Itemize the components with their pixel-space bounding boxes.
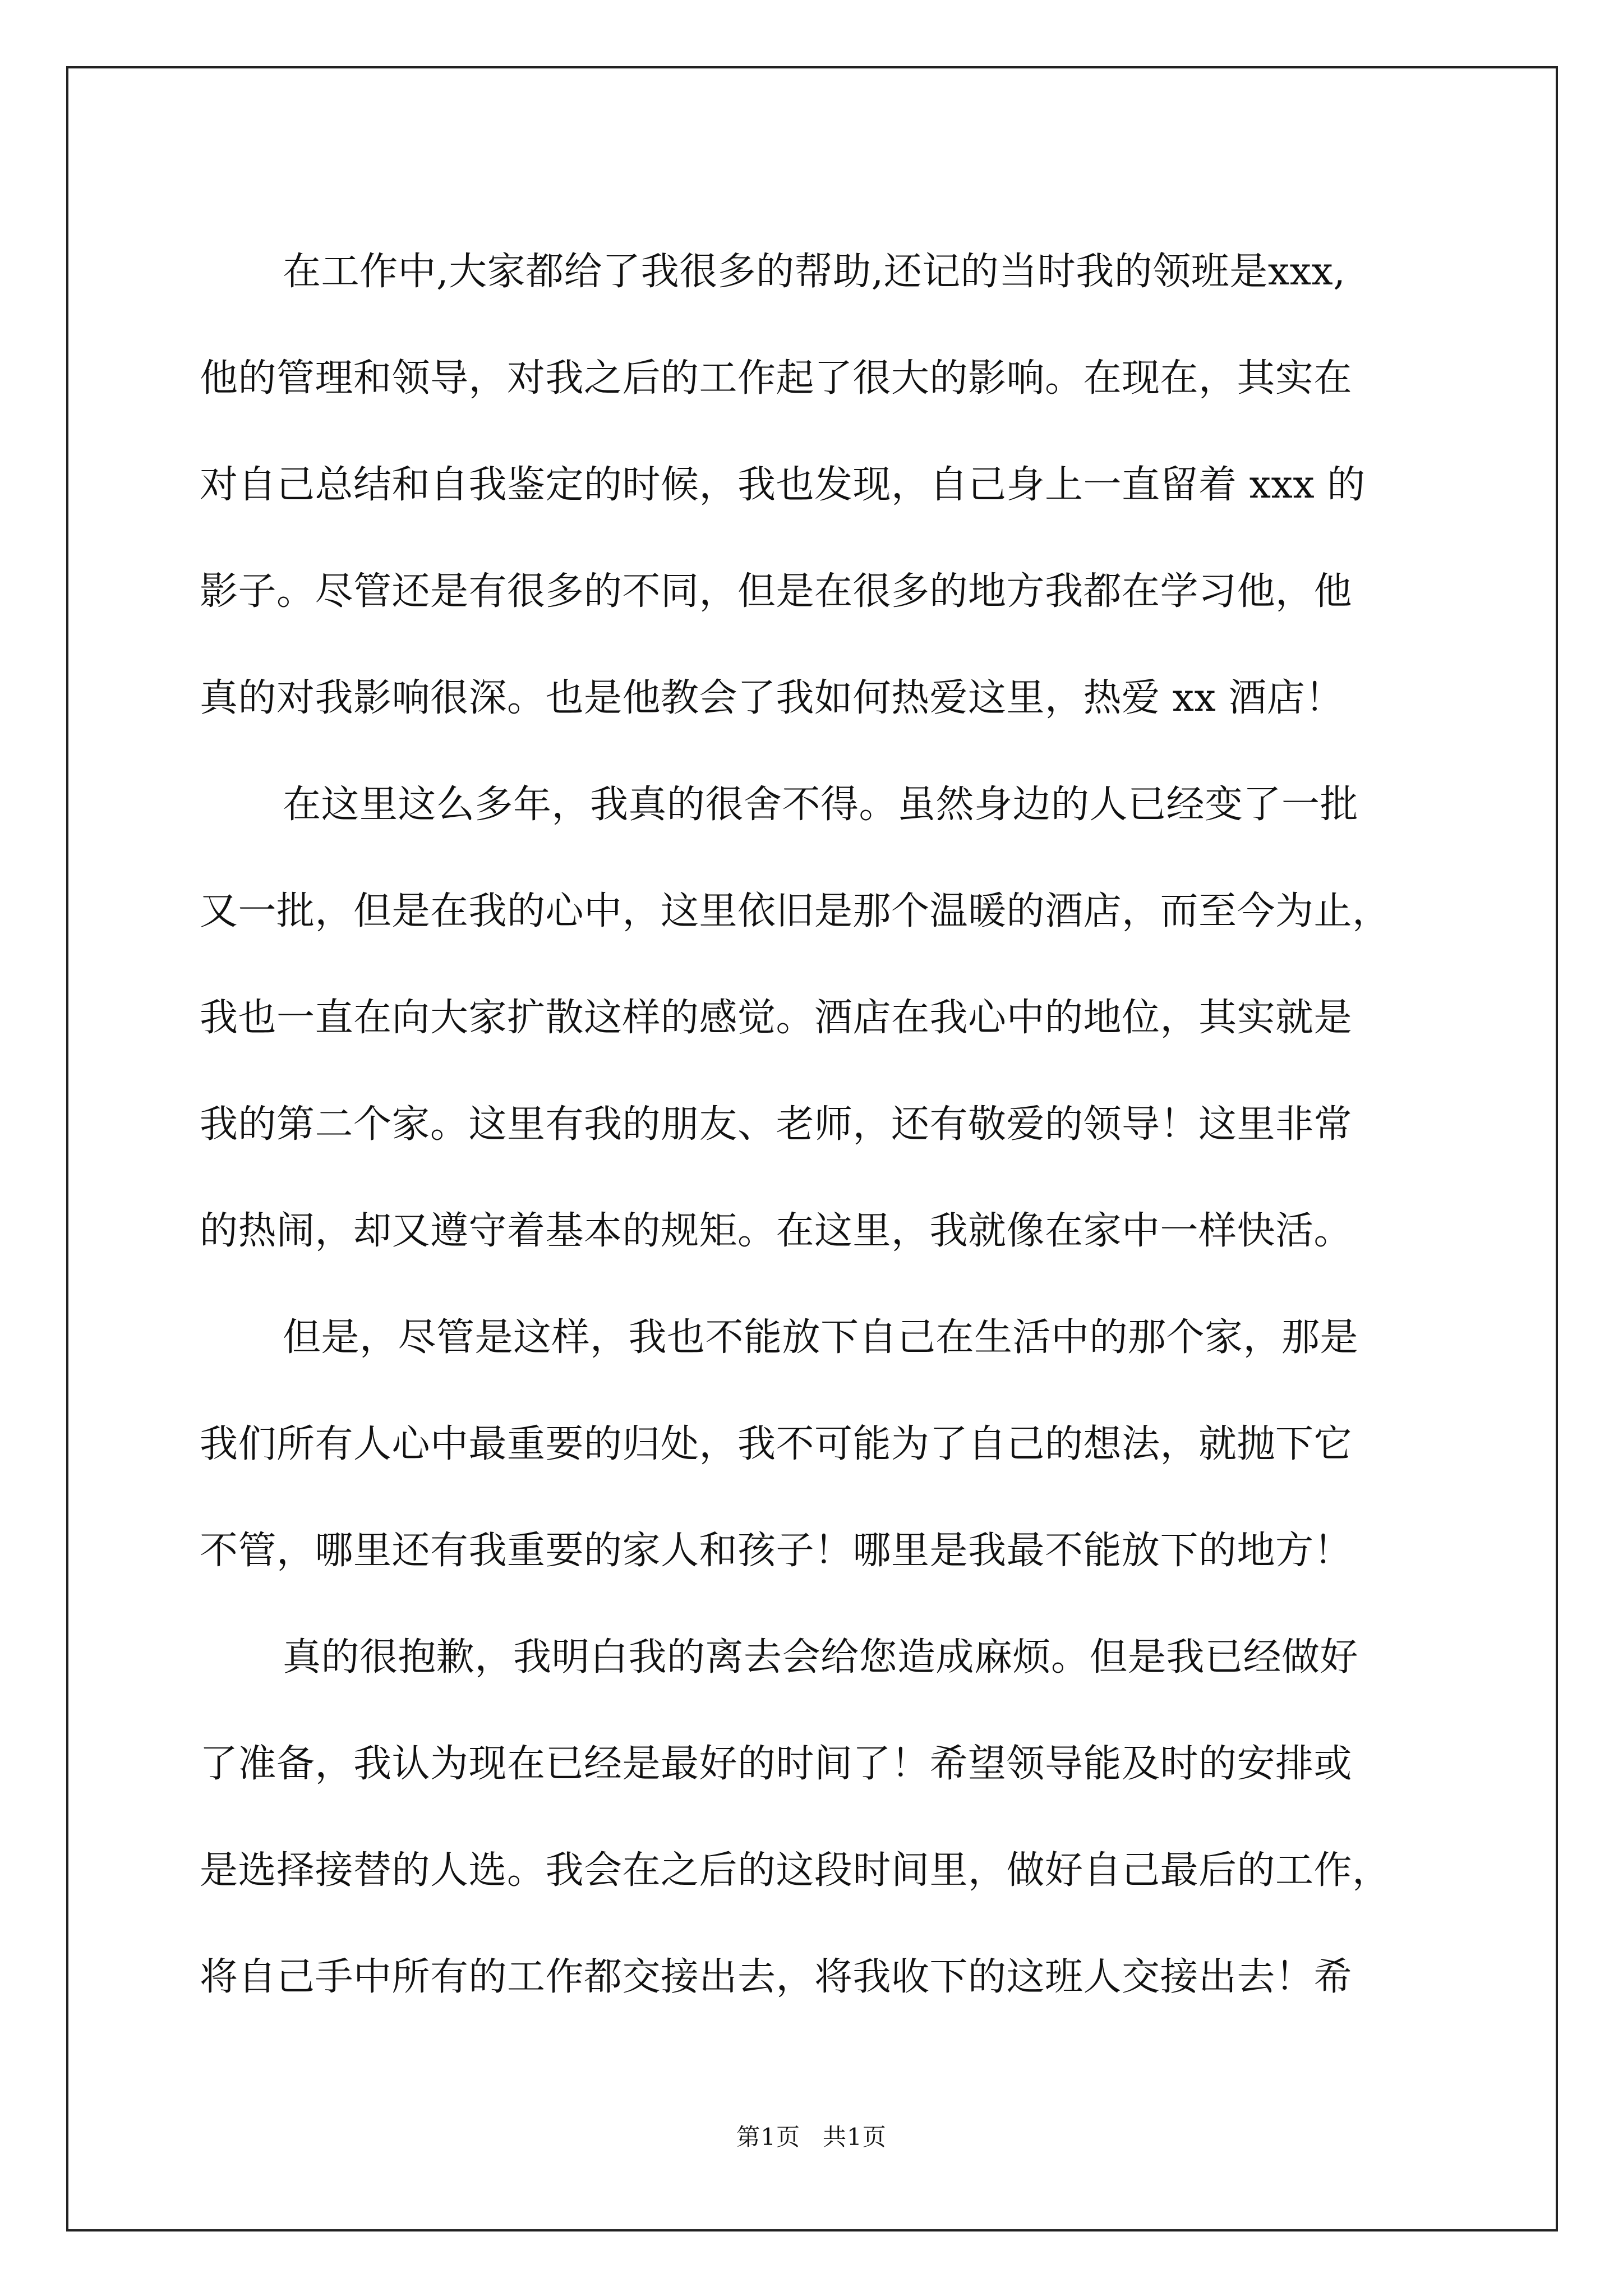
page-total: 共1页 xyxy=(823,2123,887,2151)
paragraph-4-line-2: 了准备，我认为现在已经是最好的时间了！希望领导能及时的安排或 xyxy=(200,1742,1353,1786)
paragraph-3-line-3: 不管，哪里还有我重要的家人和孩子！哪里是我最不能放下的地方！ xyxy=(200,1529,1353,1573)
page-number: 第1页 xyxy=(736,2123,800,2151)
paragraph-1-line-5: 真的对我影响很深。也是他教会了我如何热爱这里，热爱 xx 酒店！ xyxy=(200,676,1344,720)
paragraph-1-line-1: 在工作中,大家都给了我很多的帮助,还记的当时我的领班是xxx, xyxy=(283,250,1346,294)
paragraph-2-line-4: 我的第二个家。这里有我的朋友、老师，还有敬爱的领导！这里非常 xyxy=(200,1102,1353,1147)
paragraph-2-line-5: 的热闹，却又遵守着基本的规矩。在这里，我就像在家中一样快活。 xyxy=(200,1209,1353,1253)
paragraph-3-line-1: 但是，尽管是这样，我也不能放下自己在生活中的那个家，那是 xyxy=(283,1315,1359,1360)
paragraph-1-line-3: 对自己总结和自我鉴定的时候，我也发现，自己身上一直留着 xxx 的 xyxy=(200,463,1366,507)
paragraph-1-line-2: 他的管理和领导，对我之后的工作起了很大的影响。在现在，其实在 xyxy=(200,356,1353,401)
paragraph-1-line-4: 影子。尽管还是有很多的不同，但是在很多的地方我都在学习他，他 xyxy=(200,569,1353,614)
paragraph-2-line-3: 我也一直在向大家扩散这样的感觉。酒店在我心中的地位，其实就是 xyxy=(200,996,1353,1040)
document-body xyxy=(200,219,1422,2031)
paragraph-4-line-1: 真的很抱歉，我明白我的离去会给您造成麻烦。但是我已经做好 xyxy=(283,1635,1359,1680)
paragraph-4-line-3: 是选择接替的人选。我会在之后的这段时间里，做好自己最后的工作， xyxy=(200,1848,1391,1893)
paragraph-4-line-4: 将自己手中所有的工作都交接出去，将我收下的这班人交接出去！希 xyxy=(200,1955,1353,1999)
page-footer xyxy=(0,2120,1623,2154)
paragraph-2-line-1: 在这里这么多年，我真的很舍不得。虽然身边的人已经变了一批 xyxy=(283,783,1359,827)
paragraph-2-line-2: 又一批，但是在我的心中，这里依旧是那个温暖的酒店，而至今为止， xyxy=(200,889,1391,933)
paragraph-3-line-2: 我们所有人心中最重要的归处，我不可能为了自己的想法，就抛下它 xyxy=(200,1422,1353,1466)
